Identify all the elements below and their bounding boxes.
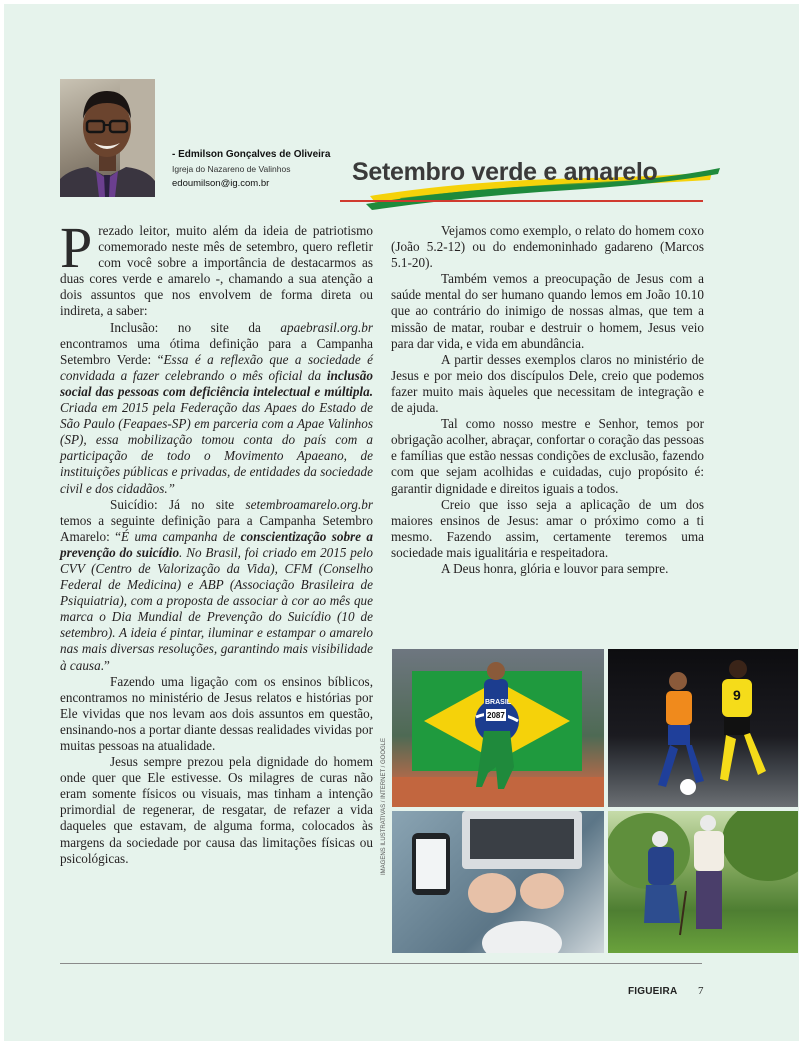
title-underline — [340, 200, 703, 202]
intro-text: rezado leitor, muito além da ideia de patriotismo comemorado neste mês de setembro, quero refletir com você sobre a importância de destacarmos as duas cores verde e amarelo -, chamando a sua atenção a dois assuntos que nos envolvem de forma direta ou indireta, a saber: — [60, 223, 373, 319]
author-byline — [172, 149, 330, 189]
inclusion-quote-end: Criada em 2015 pela Federação das Apaes do Estado de São Paulo (Feapaes-SP) em parceria com a Apae Valinhos (SP), essa mobilização tomou conta do país com a participação de todo o Movimento Apaeano, de instituições públicas e privadas, de entidades da sociedade civil e dos cidadãos.” — [60, 400, 373, 496]
athlete-shirt-text: BRASIL — [485, 699, 512, 706]
inclusion-quote: Essa é a reflexão que a sociedade é convidada a fazer celebrando o mês oficial da — [60, 351, 374, 383]
photo-blind-football — [608, 649, 798, 807]
author-email: edoumilson@ig.com.br — [172, 178, 270, 189]
bottom-rule — [60, 963, 702, 964]
apae-site-link[interactable]: apaebrasil.org.br — [280, 319, 373, 335]
author-portrait-illustration — [60, 79, 155, 197]
biblical-paragraph: Fazendo uma ligação com os ensinos bíblicos, encontramos no ministério de Jesus relatos e histórias por Ele vividas que nos levam aos dois assuntos em questão, ensinando-nos a portar diante dessas realidades vividas por muitas pessoas na atualidade. — [60, 673, 373, 753]
suicide-close: .” — [100, 657, 110, 673]
inclusion-mid: encontramos uma ótima definição para a Campanha Setembro Verde: “ — [60, 335, 373, 367]
photo-laptop-phone — [392, 811, 604, 953]
suicide-lead: Suicídio: Já no site — [110, 496, 246, 512]
author-church: Igreja do Nazareno de Valinhos — [172, 164, 291, 174]
football-shirt-number: 9 — [733, 687, 741, 703]
inclusion-paragraph — [60, 320, 373, 497]
article-left-column — [60, 215, 374, 867]
dignity-paragraph: Jesus sempre prezou pela dignidade do homem onde quer que Ele estivesse. Os milagres de curas não eram somente físicos ou visuais, mas tinham a intenção primordial de regenerar, de resgatar, de refazer a vida daqueles que estavam, de alguma forma, colocados às margens da sociedade por causa das limitações físicas ou psicológicas. — [60, 754, 373, 866]
author-name: - Edmilson Gonçalves de Oliveira — [172, 149, 331, 160]
suicide-quote-end: . No Brasil, foi criado em 2015 pelo CVV (Centro de Valorização da Vida), CFM (Conselho Federal de Medicina) e ABP (Associação Brasileira de Psiquiatria), com a proposta de associar à cor ao mês que marca o Dia Mundial de Prevenção do Suicídio (10 de setembro). A ideia é pintar, iluminar e estampar o amarelo nas mais diversas resoluções, garantindo mais visibilidade à causa — [60, 544, 373, 673]
footer-brand: FIGUEIRA — [628, 986, 678, 997]
photo-paralympic-athlete — [392, 649, 604, 807]
page-number: 7 — [698, 985, 704, 997]
teaching-paragraph: Creio que isso seja a aplicação de um dos maiores ensinos de Jesus: amar o próximo como a ti mesmo. Fazendo assim, certamente teremos uma sociedade mais igualitária e respeitadora. — [391, 496, 704, 560]
article-right-column — [391, 223, 704, 577]
athlete-bib-number: 2087 — [487, 711, 505, 720]
article-title: Setembro verde e amarelo — [352, 158, 658, 186]
suicide-mid: temos a seguinte definição para a Campanha Setembro Amarelo: “ — [60, 512, 373, 544]
inclusion-quote-bold: inclusão social das pessoas com deficiência intelectual e múltipla. — [60, 367, 373, 399]
photo-elderly-couple — [608, 811, 798, 953]
intro-paragraph — [60, 215, 373, 320]
suicide-paragraph — [60, 497, 373, 674]
photo-grid — [392, 649, 798, 953]
example-paragraph: Vejamos como exemplo, o relato do homem coxo (João 5.2-12) ou do endemoninhado gadareno (Marcos 5.1-20). — [391, 223, 704, 271]
title-area — [340, 158, 730, 210]
inclusion-lead: Inclusão: no site da — [110, 319, 281, 335]
author-photo — [60, 79, 155, 197]
obligation-paragraph: Tal como nosso mestre e Senhor, temos por obrigação acolher, abraçar, confortar o coração das pessoas e famílias que estão nessas condições de exclusão, fazendo com que sejam acolhidas e cuidadas, cujo propósito é: garantir dignidade e direitos iguais a todos. — [391, 416, 704, 496]
dropcap: P — [60, 215, 93, 280]
setembro-amarelo-site-link[interactable]: setembroamarelo.org.br — [245, 496, 373, 512]
closing-paragraph: A Deus honra, glória e louvor para sempre. — [441, 560, 669, 576]
suicide-quote: É uma campanha de — [121, 528, 241, 544]
mental-health-paragraph: Também vemos a preocupação de Jesus com a saúde mental do ser humano quando lemos em João 10.10 que ao contrário do inimigo de nossas almas, que tem a missão de matar, roubar e destruir o homem, Jesus veio para dar vida, e vida em abundância. — [391, 271, 704, 351]
image-credit-text: IMAGENS ILUSTRATIVAS / INTERNET / GOOGLE — [381, 737, 387, 875]
suicide-quote-bold: conscientização sobre a prevenção do suicídio — [60, 528, 373, 560]
examples-paragraph: A partir desses exemplos claros no ministério de Jesus e por meio dos discípulos Dele, creio que podemos fazer muito mais àqueles que necessitam de integração e de ajuda. — [391, 351, 704, 416]
